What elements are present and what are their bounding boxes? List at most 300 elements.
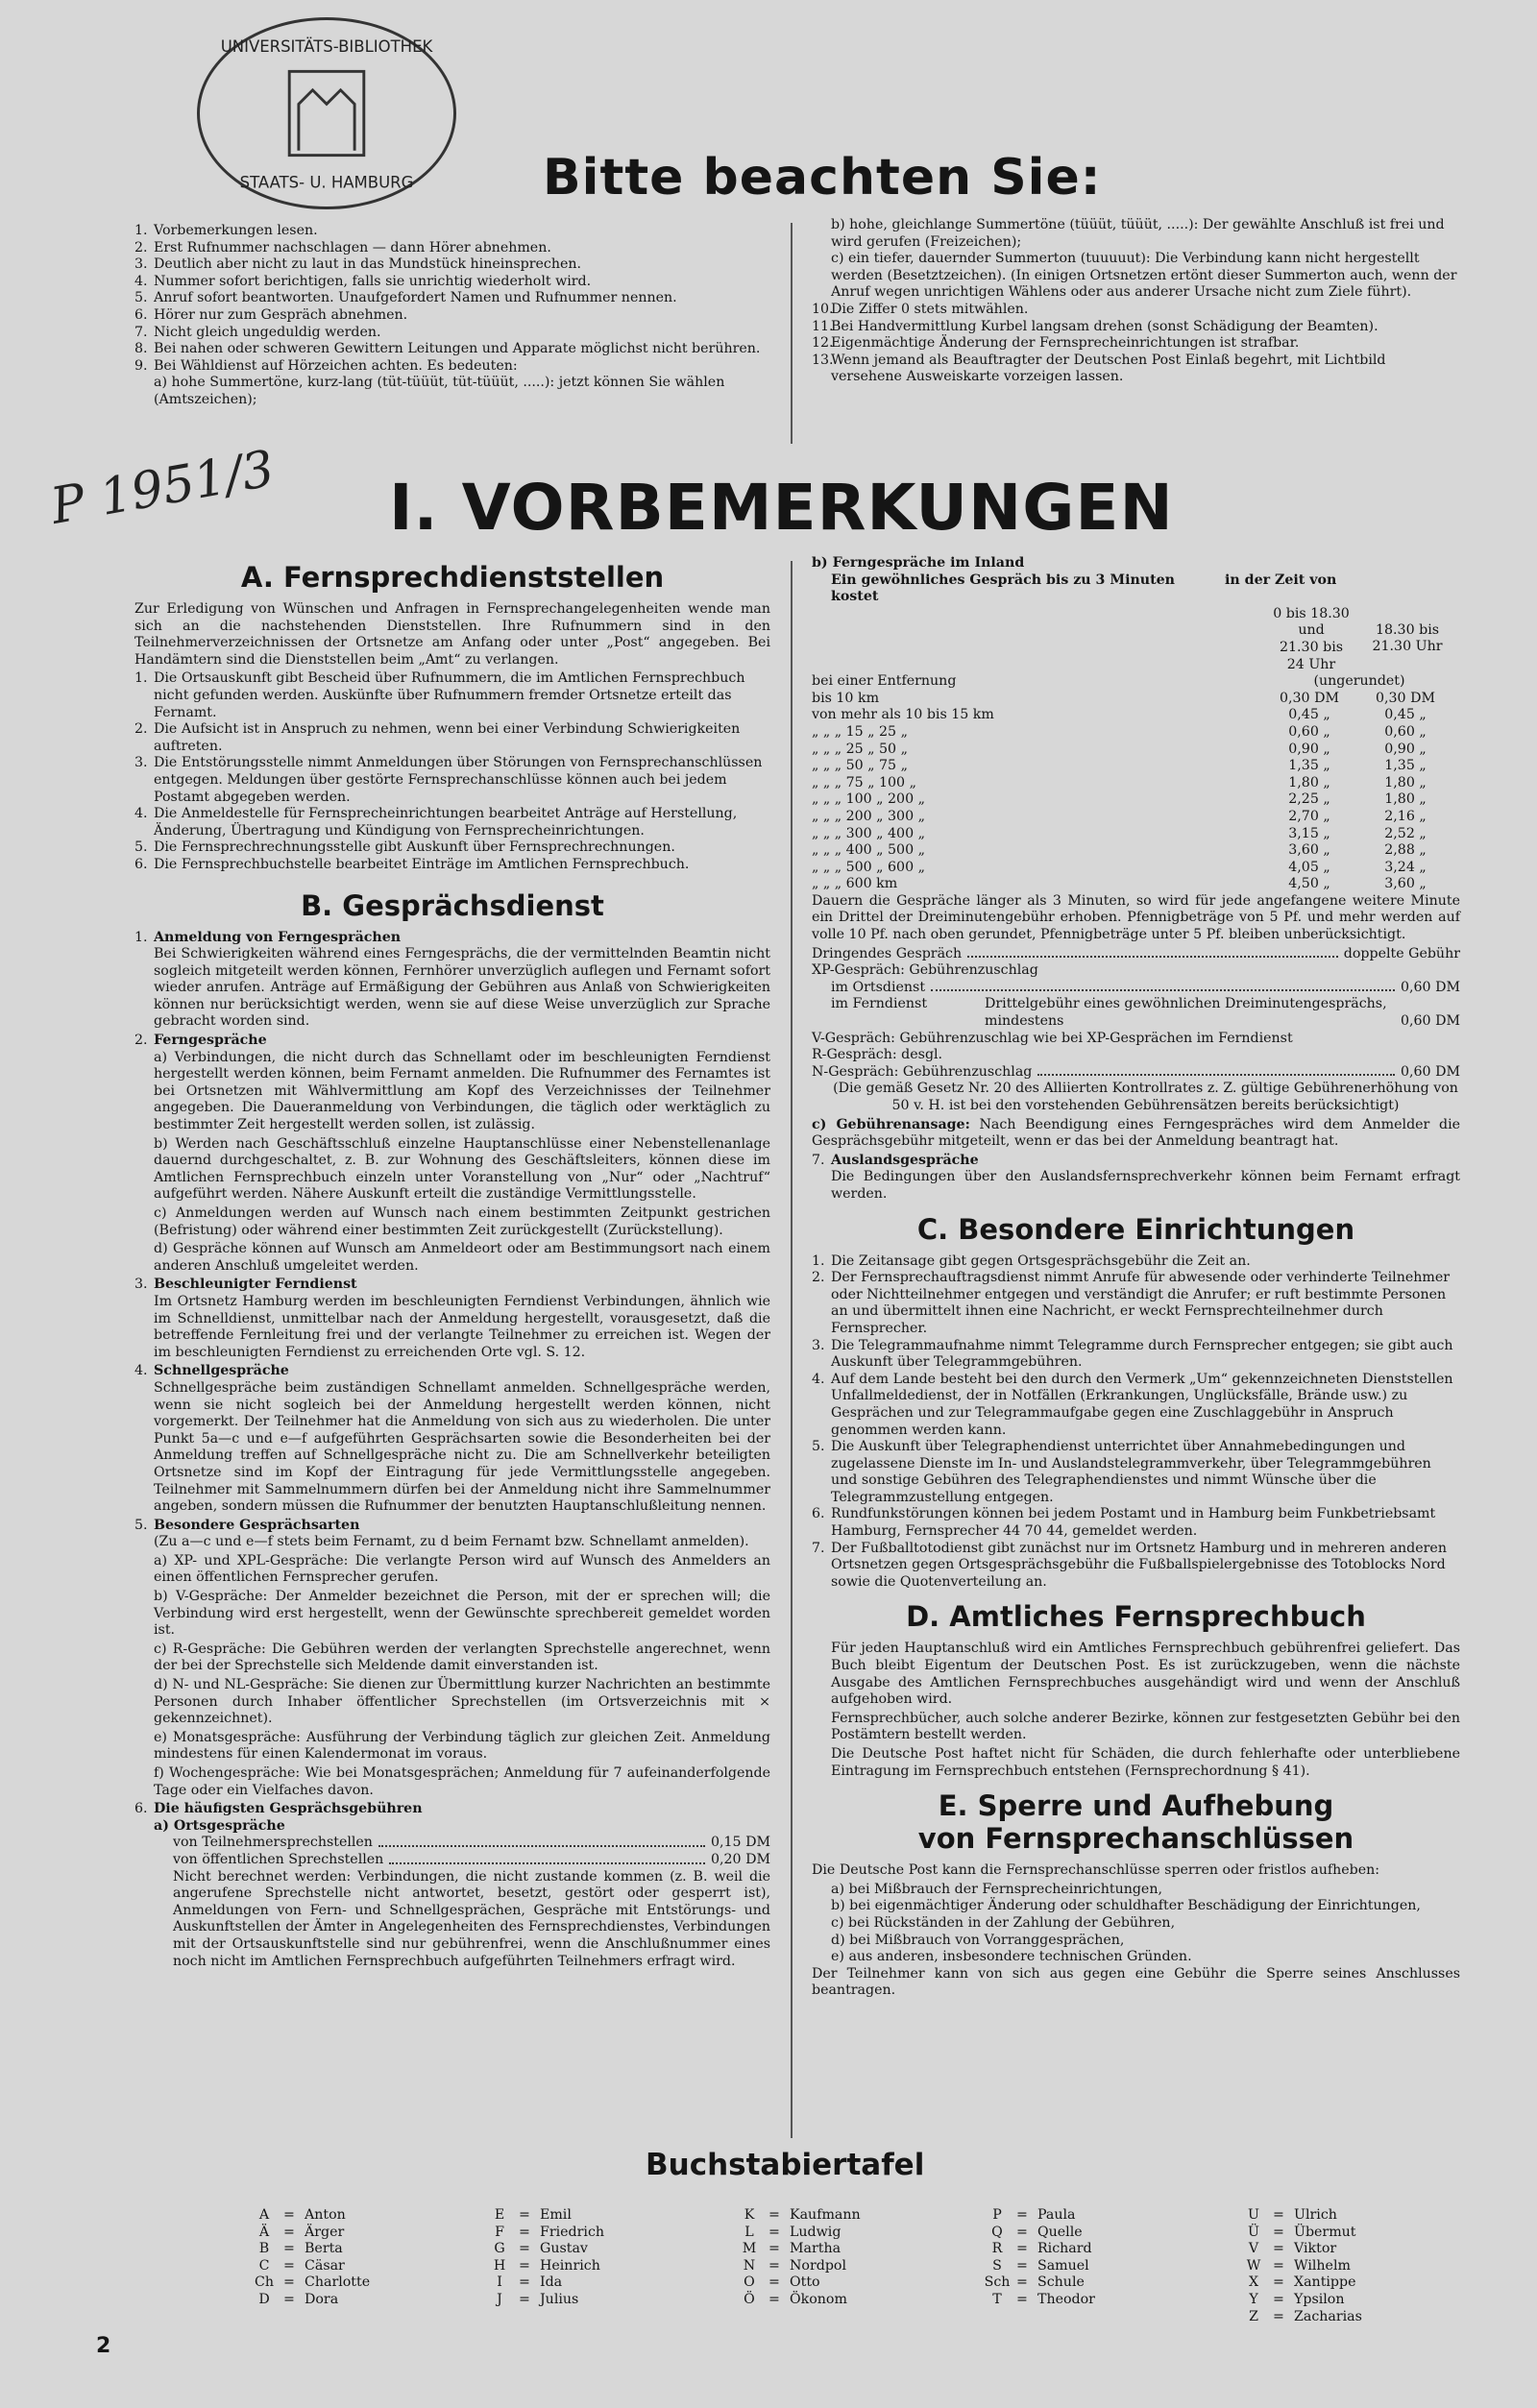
fee-table <box>812 691 1455 893</box>
spelling-word: Übermut <box>1294 2224 1356 2240</box>
item-number: 6. <box>134 306 148 323</box>
alphabet-row <box>730 2258 861 2275</box>
equals-sign: = <box>519 2207 530 2223</box>
paragraph: e) aus anderen, insbesondere technischen Gründen. <box>831 1949 1192 1965</box>
item-text: c) ein tiefer, dauernder Summerton (tuuuuut): Die Verbindung kann nicht hergestellt werden (Besetztzeichen). (In einigen Ortsnetzen ertönt dieser Summerton auch, wenn der Anruf wegen unrichtigen Wählens oder aus anderer Ursache nicht zum Ziele führt). <box>831 251 1457 301</box>
item-number: 1. <box>134 223 148 238</box>
item-text: Eigenmächtige Änderung der Fernsprecheinrichtungen ist strafbar. <box>831 335 1300 352</box>
list-item <box>812 1338 1460 1372</box>
list-item <box>134 670 770 721</box>
alphabet-row <box>480 2225 604 2242</box>
equals-sign: = <box>283 2257 295 2274</box>
alphabet-row <box>480 2258 604 2275</box>
section-d-paras <box>812 1641 1460 1780</box>
spelling-word: Ypsilon <box>1294 2291 1345 2307</box>
list-item <box>134 325 770 342</box>
distance: „ „ „ 15 „ 25 „ <box>812 723 908 740</box>
alphabet-row <box>978 2292 1095 2309</box>
b5-intro: (Zu a—c und e—f stets beim Fernamt, zu d beim Fernamt bzw. Schnellamt anmelden). <box>154 1534 749 1550</box>
equals-sign: = <box>1273 2291 1284 2307</box>
distance: „ „ „ 300 „ 400 „ <box>812 825 925 841</box>
v-text: V-Gespräch: Gebührenzuschlag wie bei XP-Gesprächen im Ferndienst <box>812 1030 1293 1046</box>
fee-day: 0,60 „ <box>1288 723 1330 740</box>
letter: D <box>258 2291 270 2307</box>
xp-fern-text: Drittelgebühr eines gewöhnlichen Dreiminutengesprächs, mindestens <box>985 996 1387 1030</box>
item-number: 10. <box>812 301 834 317</box>
fee-day: 3,60 „ <box>1288 842 1330 859</box>
distance: „ „ „ 100 „ 200 „ <box>812 791 925 808</box>
item-text: Hörer nur zum Gespräch abnehmen. <box>154 306 408 323</box>
b4-text: Schnellgespräche beim zuständigen Schnellamt anmelden. Schnellgespräche werden, wenn sie nicht sogleich bei der Anmeldung hergestellt werden können, nicht vorgemerkt. Der Teilnehmer hat die Anmeldung von sich aus zu wiederholen. Die unter Punkt 5a—c und e—f aufgeführten Gesprächsarten sowie die Besonderheiten bei der Anmeldung treffen auf Schnellgespräche nicht zu. Die am Schnellverkehr beteiligten Ortsnetze sind im Kopf der Eintragung für jede Vermittlungsstelle angegeben. Teilnehmer mit Sammelnummern dürfen bei der Anmeldung nicht ihre Sammelnummer angeben, sondern müssen die Rufnummer der benutzten Hauptanschlußleitung nennen. <box>154 1379 770 1515</box>
alphabet-column <box>1234 2207 1362 2325</box>
spelling-word: Ärger <box>305 2224 345 2240</box>
item-text: b) hohe, gleichlange Summertöne (tüüüt, tüüüt, .....): Der gewählte Anschluß ist frei und wird gerufen (Freizeichen); <box>831 217 1445 250</box>
item-number: 4. <box>812 1371 825 1387</box>
paragraph: d) Gespräche können auf Wunsch am Anmeldeort oder am Bestimmungsort nach einem anderen Anschluß umgeleitet werden. <box>154 1241 770 1274</box>
paragraph: Die Deutsche Post haftet nicht für Schäden, die durch fehlerhafte oder unterbliebene Eintragung im Fernsprechbuch entstehen (Fernsprechordnung § 41). <box>831 1746 1460 1779</box>
item-number: 7. <box>812 1540 825 1556</box>
list-item <box>812 1439 1460 1506</box>
paragraph: c) bei Rückständen in der Zahlung der Gebühren, <box>831 1914 1176 1931</box>
fee-table-row <box>812 742 1455 759</box>
spelling-word: Kaufmann <box>790 2207 861 2223</box>
divider-top <box>791 223 793 444</box>
spelling-word: Paula <box>1037 2207 1076 2223</box>
item-text: Bei Wähldienst auf Hörzeichen achten. Es bedeuten: <box>154 357 518 374</box>
paragraph: e) Monatsgespräche: Ausführung der Verbindung täglich zur gleichen Zeit. Anmeldung mindestens für einen Kalendermonat im voraus. <box>154 1729 770 1763</box>
distance: „ „ „ 500 „ 600 „ <box>812 859 925 875</box>
alphabet-row <box>245 2241 370 2258</box>
col1-c: 21.30 bis <box>1279 639 1344 655</box>
r-text: R-Gespräch: desgl. <box>812 1047 943 1063</box>
letter: H <box>493 2257 506 2274</box>
equals-sign: = <box>1016 2291 1028 2307</box>
alphabet-row <box>245 2225 370 2242</box>
xp-ort-row <box>812 980 1460 997</box>
fee-day: 1,35 „ <box>1288 758 1330 774</box>
item-number: 6. <box>812 1506 825 1522</box>
list-item <box>134 755 770 806</box>
letter: E <box>494 2207 505 2223</box>
fee-evening: 1,80 „ <box>1384 774 1427 791</box>
fee-evening: 2,52 „ <box>1384 825 1427 841</box>
alphabet-row <box>730 2292 861 2309</box>
item-number: 4. <box>134 273 148 289</box>
letter: Y <box>1249 2291 1258 2307</box>
b2-head: Ferngespräche <box>154 1033 267 1049</box>
list-item <box>134 857 770 874</box>
c-head: c) Gebührenansage: <box>812 1116 970 1132</box>
dist-label: bei einer Entfernung <box>812 673 957 690</box>
xp-ort-label: im Ortsdienst <box>831 979 926 995</box>
spelling-word: Schule <box>1037 2274 1085 2291</box>
spelling-word: Nordpol <box>790 2257 846 2274</box>
spelling-word: Wilhelm <box>1294 2257 1351 2274</box>
equals-sign: = <box>519 2224 530 2240</box>
list-item <box>134 806 770 839</box>
alphabet-row <box>730 2225 861 2242</box>
equals-sign: = <box>1273 2308 1284 2324</box>
alphabet-row <box>245 2207 370 2225</box>
item-number: 2. <box>812 1270 825 1286</box>
letter: O <box>744 2274 755 2291</box>
equals-sign: = <box>283 2241 295 2257</box>
item-number <box>134 375 154 408</box>
letter: Z <box>1249 2308 1258 2324</box>
alphabet-row <box>1234 2274 1362 2292</box>
letter: Ü <box>1248 2224 1259 2240</box>
list-item <box>812 319 1460 336</box>
item-number: 5. <box>812 1439 825 1455</box>
item-text: Die Auskunft über Telegraphendienst unterrichtet über Annahmebedingungen und zugelassene Dienste im In- und Auslandstelegrammverkehr, über Telegrammgebühren und sonstige Gebühren des Telegraphendienstes und nimmt Wünsche über die Telegrammzustellung entgegen. <box>831 1439 1431 1505</box>
item-number: 2. <box>134 239 148 255</box>
list-item <box>812 1541 1460 1592</box>
item-number: 5. <box>134 290 148 306</box>
letter: R <box>991 2241 1003 2257</box>
item-text: Die Zeitansage gibt gegen Ortsgesprächsgebühr die Zeit an. <box>831 1253 1251 1269</box>
paragraph: a) bei Mißbrauch der Fernsprecheinrichtungen, <box>831 1881 1162 1897</box>
fee-evening: 0,30 DM <box>1375 690 1435 706</box>
n-row <box>812 1064 1460 1082</box>
ausl-head: Auslandsgespräche <box>831 1152 979 1168</box>
item-text: Auf dem Lande besteht bei den durch den Vermerk „Um“ gekennzeichneten Dienststellen Unfallmeldedienst, der in Notfällen (Erkrankungen, Unglücksfälle, Brände usw.) zu Gesprächen und zur Telegrammaufgabe gegen eine Zuschlaggebühr in Anspruch genommen werden kann. <box>831 1371 1453 1438</box>
fee-table-row <box>812 842 1455 860</box>
item-text: Bei nahen oder schweren Gewittern Leitungen und Apparate möglichst nicht berühren. <box>154 341 761 357</box>
xp-label: XP-Gespräch: Gebührenzuschlag <box>812 962 1038 979</box>
col2-b: 21.30 Uhr <box>1372 639 1443 655</box>
notes-right <box>812 217 1460 386</box>
alphabet-row <box>978 2258 1095 2275</box>
section-e-title2: von Fernsprechanschlüssen <box>917 1822 1354 1856</box>
spelling-word: Heinrich <box>540 2257 600 2274</box>
section-a-intro: Zur Erledigung von Wünschen und Anfragen in Fernsprechangelegenheiten wende man sich an die nachstehenden Dienststellen. Ihre Rufnummern sind in den Teilnehmerverzeichnissen der Ortsnetze am Anfang oder unter „Post“ angegeben. Bei Handämtern sind die Dienststellen beim „Amt“ zu verlangen. <box>134 601 770 668</box>
equals-sign: = <box>1273 2257 1284 2274</box>
spelling-word: Viktor <box>1294 2241 1337 2257</box>
b4-head: Schnellgespräche <box>154 1363 289 1379</box>
stamp-inner-text: STAATS- U. HAMBURG <box>239 173 414 192</box>
fee-evening: 3,60 „ <box>1384 876 1427 892</box>
distance: „ „ „ 25 „ 50 „ <box>812 741 908 757</box>
fees-head: b) Ferngespräche im Inland <box>812 555 1025 571</box>
letter: M <box>742 2241 757 2257</box>
b3-head: Beschleunigter Ferndienst <box>154 1277 357 1293</box>
alphabet-row <box>978 2241 1095 2258</box>
list-item <box>134 307 770 325</box>
equals-sign: = <box>768 2224 780 2240</box>
fee-evening: 2,88 „ <box>1384 842 1427 859</box>
b1-text: Bei Schwierigkeiten während eines Ferngesprächs, die der vermittelnden Beamtin nicht sogleich mitgeteilt werden können, Fernhörer unverzüglich auflegen und Fernamt sofort wieder anrufen. Anträge auf Ermäßigung der Gebühren aus Anlaß von Schwierigkeiten können nur berücksichtigt werden, wenn sie auf diese Weise unverzüglich zur Sprache gebracht worden sind. <box>154 946 770 1030</box>
item-text: Die Telegrammaufnahme nimmt Telegramme durch Fernsprecher entgegen; sie gibt auch Auskunft über Telegrammgebühren. <box>831 1337 1453 1371</box>
section-e-outro: Der Teilnehmer kann von sich aus gegen eine Gebühr die Sperre seines Anschlusses beantragen. <box>812 1965 1460 1999</box>
equals-sign: = <box>283 2274 295 2291</box>
letter: K <box>744 2207 755 2223</box>
equals-sign: = <box>768 2257 780 2274</box>
letter: T <box>992 2291 1002 2307</box>
item-text: Bei Handvermittlung Kurbel langsam drehen (sonst Schädigung der Beamten). <box>831 318 1378 334</box>
item-number: 1. <box>134 670 148 687</box>
list-item <box>134 375 770 408</box>
letter: F <box>495 2224 504 2240</box>
n-val: 0,60 DM <box>1400 1063 1460 1080</box>
alphabet-row <box>480 2207 604 2225</box>
item-text: Nicht gleich ungeduldig werden. <box>154 324 381 340</box>
item-number: 6. <box>134 856 148 872</box>
col2-a: 18.30 bis <box>1375 621 1440 638</box>
letter: P <box>992 2207 1002 2223</box>
list-item <box>812 1506 1460 1540</box>
section-c-title: C. Besondere Einrichtungen <box>916 1212 1355 1246</box>
list-item <box>134 274 770 291</box>
rounded-label: (ungerundet) <box>1313 673 1405 690</box>
letter: Ö <box>744 2291 755 2307</box>
xp-fern-val: 0,60 DM <box>1400 1013 1460 1030</box>
ausl: 7. Auslandsgespräche Die Bedingungen über den Auslandsfernsprechverkehr können beim Fernamt erfragt werden. <box>812 1152 1460 1202</box>
spelling-word: Samuel <box>1037 2257 1089 2274</box>
item-text: Die Aufsicht ist in Anspruch zu nehmen, wenn bei einer Verbindung Schwierigkeiten auftreten. <box>154 721 741 754</box>
item-number: 5. <box>134 839 148 856</box>
stamp-arc-text: UNIVERSITÄTS-BIBLIOTHEK <box>220 36 433 56</box>
equals-sign: = <box>768 2274 780 2291</box>
n-label: N-Gespräch: Gebührenzuschlag <box>812 1063 1033 1080</box>
list-item <box>812 1372 1460 1439</box>
equals-sign: = <box>283 2291 295 2307</box>
spelling-word: Cäsar <box>305 2257 345 2274</box>
fee-evening: 2,16 „ <box>1384 808 1427 824</box>
alphabet-column <box>730 2207 861 2309</box>
letter: X <box>1248 2274 1259 2291</box>
paragraph: b) V-Gespräche: Der Anmelder bezeichnet die Person, mit der er sprechen will; die Verbindung wird erst hergestellt, wenn der Gewünschte sprechbereit gemeldet worden ist. <box>154 1589 770 1639</box>
alphabet-row <box>1234 2309 1362 2326</box>
fee-day: 0,45 „ <box>1288 707 1330 723</box>
fees-after: Dauern die Gespräche länger als 3 Minuten, so wird für jede angefangene weitere Minute ein Drittel der Dreiminutengebühr erhoben. Pfennigbeträge von 5 Pf. und mehr werden auf volle 10 Pf. nach oben gerundet, Pfennigbeträge unter 5 Pf. bleiben unberücksichtigt. <box>812 892 1460 943</box>
letter: Q <box>991 2224 1003 2240</box>
alphabet-row <box>245 2274 370 2292</box>
alphabet-row <box>1234 2258 1362 2275</box>
paragraph: a) Verbindungen, die nicht durch das Schnellamt oder im beschleunigten Ferndienst hergestellt werden können, beim Fernamt anmelden. Die Rufnummer des Fernamtes ist bei Ortsnetzen mit Wählvermittlung am Kopf des Verzeichnisses der Teilnehmer angegeben. Die Daueranmeldung von Verbindungen, die täglich oder werktäglich zu bestimmter Zeit hergestellt werden sollen, ist zulässig. <box>154 1049 770 1133</box>
item-number: 11. <box>812 318 834 334</box>
alphabet-column <box>245 2207 370 2309</box>
fee-day: 3,15 „ <box>1288 825 1330 841</box>
spelling-word: Friedrich <box>540 2224 605 2240</box>
equals-sign: = <box>1273 2224 1284 2240</box>
item-text: Die Entstörungsstelle nimmt Anmeldungen über Störungen von Fernsprechanschlüssen entgegen. Meldungen über gestörte Fernsprechanschlüsse können auch bei jedem Postamt abgegeben werden. <box>154 755 763 805</box>
spelling-word: Anton <box>305 2207 346 2223</box>
item-number: 1. <box>812 1253 825 1269</box>
alphabet-row <box>730 2274 861 2292</box>
paragraph: a) XP- und XPL-Gespräche: Die verlangte Person wird auf Wunsch des Anmelders an einen öffentlichen Fernsprecher gerufen. <box>154 1552 770 1586</box>
paragraph: f) Wochengespräche: Wie bei Monatsgesprächen; Anmeldung für 7 aufeinanderfolgende Tage oder ein Vielfaches davon. <box>154 1765 770 1798</box>
fee-evening: 0,90 „ <box>1384 741 1427 757</box>
dring-row <box>812 946 1460 963</box>
fee-day: 2,70 „ <box>1288 808 1330 824</box>
item-number: 7. <box>134 324 148 340</box>
b6-head: Die häufigsten Gesprächsgebühren <box>154 1801 423 1817</box>
equals-sign: = <box>519 2257 530 2274</box>
item-text: Die Anmeldestelle für Fernsprecheinrichtungen bearbeitet Anträge auf Herstellung, Änderung, Übertragung und Kündigung von Fernsprecheinrichtungen. <box>154 806 738 839</box>
fee-table-row <box>812 691 1455 708</box>
xp-fern-row <box>812 996 1460 1030</box>
spelling-word: Gustav <box>540 2241 588 2257</box>
list-item <box>812 251 1460 302</box>
col1-a: 0 bis 18.30 <box>1273 605 1350 621</box>
list-item <box>134 256 770 274</box>
b6: 6. Die häufigsten Gesprächsgebühren a) Ortsgespräche von Teilnehmersprechstellen 0,15 DM von öffentlichen Sprechstellen 0,20 DM Nicht berechnet werden: Verbindungen, die nicht zustande kommen (z. B. weil die angerufene Sprechstelle nicht antwortet, besetzt, gestört oder gesperrt ist), Anmeldungen von Fern- und Schnellgesprächen, Gespräche mit Entstörungs- und Auskunftstellen der Ämter in Angelegenheiten des Fernsprechdienstes, Verbindungen mit der Ortsauskunftstelle sind nur gebührenfrei, wenn die Anschlußnummer eines noch nicht im Amtlichen Fernsprechbuch aufgeführten Teilnehmers erfragt wird. <box>134 1801 770 1969</box>
handwritten-note: P 1951/3 <box>46 440 279 536</box>
spelling-word: Berta <box>305 2241 343 2257</box>
equals-sign: = <box>519 2274 530 2291</box>
distance: von mehr als 10 bis 15 km <box>812 707 994 723</box>
alphabet-row <box>1234 2292 1362 2309</box>
list-item <box>812 302 1460 319</box>
item-text: Der Fernsprechauftragsdienst nimmt Anrufe für abwesende oder verhinderte Teilnehmer oder Nichtteilnehmer entgegen und verständigt die Anrufer; er ruft bestimmte Personen an und übermittelt ihnen eine Nachricht, er weckt Fernsprechteilnehmer durch Fernsprecher. <box>831 1270 1450 1336</box>
letter: Ch <box>255 2274 274 2291</box>
gesetz-text: (Die gemäß Gesetz Nr. 20 des Alliierten Kontrollrates z. Z. gültige Gebührenerhöhung von 50 v. H. ist bei den vorstehenden Gebührensätzen bereits berücksichtigt) <box>833 1081 1458 1113</box>
item-number: 9. <box>134 357 148 374</box>
page-number: 2 <box>96 2334 111 2358</box>
item-text: Die Ortsauskunft gibt Bescheid über Rufnummern, die im Amtlichen Fernsprechbuch nicht gefunden werden. Auskünfte über Rufnummern fremder Ortsnetze erteilt das Fernamt. <box>154 670 745 720</box>
letter: Sch <box>984 2274 1011 2291</box>
b5-head: Besondere Gesprächsarten <box>154 1517 360 1533</box>
fee-value: 0,20 DM <box>710 1851 770 1867</box>
b1-head: Anmeldung von Ferngesprächen <box>154 929 402 945</box>
equals-sign: = <box>1016 2274 1028 2291</box>
notes-left <box>134 223 770 409</box>
list-item <box>134 240 770 257</box>
item-text: Der Fußballtotodienst gibt zunächst nur im Ortsnetz Hamburg und in mehreren anderen Ortsnetzen gegen Ortsgesprächsgebühr die Fußballspielergebnisse des Totoblocks Nord sowie die Quotenverteilung an. <box>831 1540 1447 1590</box>
ausl-text: Die Bedingungen über den Auslandsfernsprechverkehr können beim Fernamt erfragt werden. <box>831 1169 1460 1202</box>
item-number: 4. <box>134 806 148 822</box>
letter: B <box>258 2241 270 2257</box>
paragraph: c) Anmeldungen werden auf Wunsch nach einem bestimmten Zeitpunkt gestrichen (Befristung) oder während einer bestimmten Zeit zurückgestellt (Zurückstellung). <box>154 1205 770 1238</box>
fee-day: 0,30 DM <box>1279 690 1339 706</box>
letter: U <box>1248 2207 1259 2223</box>
list-item <box>134 223 770 240</box>
spelling-word: Ludwig <box>790 2224 842 2240</box>
item-number: 2. <box>134 721 148 738</box>
alphabet-title: Buchstabiertafel <box>646 2148 925 2182</box>
equals-sign: = <box>519 2291 530 2307</box>
b6a-text: Nicht berechnet werden: Verbindungen, die nicht zustande kommen (z. B. weil die angerufene Sprechstelle nicht antwortet, besetzt, gestört oder gesperrt ist), Anmeldungen von Fern- und Schnellgesprächen, Gespräche mit Entstörungs- und Auskunftstellen der Ämter in Angelegenheiten des Fernsprechdienstes, Verbindungen mit der Ortsauskunftstelle sind nur gebührenfrei, wenn die Anschlußnummer eines noch nicht im Amtlichen Fernsprechbuch aufgeführten Teilnehmers erfragt wird. <box>173 1868 770 1969</box>
library-stamp <box>197 17 456 209</box>
item-text: Die Fernsprechrechnungsstelle gibt Auskunft über Fernsprechrechnungen. <box>154 839 675 856</box>
equals-sign: = <box>1016 2257 1028 2274</box>
stamp-seal-icon <box>200 20 453 207</box>
dring-label: Dringendes Gespräch <box>812 945 963 961</box>
distance: „ „ „ 400 „ 500 „ <box>812 842 925 859</box>
alphabet-row <box>730 2207 861 2225</box>
spelling-word: Quelle <box>1037 2224 1083 2240</box>
spelling-word: Martha <box>790 2241 842 2257</box>
spelling-word: Ulrich <box>1294 2207 1337 2223</box>
main-title: I. VORBEMERKUNGEN <box>389 471 1174 545</box>
section-c-list <box>812 1253 1460 1592</box>
fee-day: 4,05 „ <box>1288 859 1330 875</box>
equals-sign: = <box>283 2224 295 2240</box>
paragraph: d) bei Mißbrauch von Vorranggesprächen, <box>831 1932 1125 1948</box>
paragraph: b) bei eigenmächtiger Änderung oder schuldhafter Beschädigung der Einrichtungen, <box>831 1898 1421 1914</box>
dring-val: doppelte Gebühr <box>1343 945 1460 961</box>
notice-title: Bitte beachten Sie: <box>543 149 1102 207</box>
list-item <box>134 721 770 755</box>
distance: bis 10 km <box>812 690 880 706</box>
alphabet-row <box>480 2274 604 2292</box>
item-number <box>812 217 831 251</box>
fee-table-row <box>812 775 1455 792</box>
item-text: Erst Rufnummer nachschlagen — dann Hörer abnehmen. <box>154 239 551 255</box>
section-e-list <box>812 1882 1460 1966</box>
alphabet-row <box>245 2292 370 2309</box>
letter: A <box>258 2207 270 2223</box>
alphabet-row <box>480 2292 604 2309</box>
alphabet-row <box>978 2207 1095 2225</box>
b2: 2. Ferngespräche a) Verbindungen, die nicht durch das Schnellamt oder im beschleunigten Ferndienst hergestellt werden können, beim Fernamt anmelden. Die Rufnummer des Fernamtes ist bei Ortsnetzen mit Wählvermittlung am Kopf des Verzeichnisses der Teilnehmer angegeben. Die Daueranmeldung von Verbindungen, die täglich oder werktäglich zu bestimmter Zeit hergestellt werden sollen, ist zulässig. b) Werden nach Geschäftsschluß einzelne Hauptanschlüsse einer Nebenstellenanlage dauernd durchgeschaltet, z. B. zur Wohnung des Geschäftsleiters, können diese im Amtlichen Fernsprechbuch einzeln unter Voranstellung von „Nur“ oder „Nachtruf“ aufgeführt werden. Nähere Auskunft erteilt die zuständige Vermittlungsstelle. c) Anmeldungen werden auf Wunsch nach einem bestimmten Zeitpunkt gestrichen (Befristung) oder während einer bestimmten Zeit zurückgestellt (Zurückstellung). d) Gespräche können auf Wunsch am Anmeldeort oder am Bestimmungsort nach einem anderen Anschluß umgeleitet werden. <box>134 1033 770 1274</box>
section-e-title1: E. Sperre und Aufhebung <box>938 1789 1334 1823</box>
equals-sign: = <box>1016 2241 1028 2257</box>
right-column <box>812 555 1460 2002</box>
equals-sign: = <box>283 2207 295 2223</box>
alphabet-row <box>1234 2241 1362 2258</box>
paragraph: d) N- und NL-Gespräche: Sie dienen zur Übermittlung kurzer Nachrichten an bestimmte Personen durch Inhaber öffentlicher Sprechstellen (im Ortsverzeichnis mit × gekennzeichnet). <box>154 1677 770 1727</box>
fee-table-row <box>812 809 1455 826</box>
spelling-word: Richard <box>1037 2241 1092 2257</box>
spelling-word: Julius <box>540 2291 579 2307</box>
letter: N <box>743 2257 756 2274</box>
fee-day: 2,25 „ <box>1288 791 1330 808</box>
section-b-title: B. Gesprächsdienst <box>301 888 604 922</box>
paragraph: c) R-Gespräche: Die Gebühren werden der verlangten Sprechstelle angerechnet, wenn der bei der Sprechstelle sich Meldende damit einverstanden ist. <box>154 1641 770 1674</box>
section-e-intro: Die Deutsche Post kann die Fernsprechanschlüsse sperren oder fristlos aufheben: <box>812 1862 1380 1879</box>
alphabet-column <box>978 2207 1095 2309</box>
fee-value: 0,15 DM <box>710 1835 770 1851</box>
equals-sign: = <box>768 2207 780 2223</box>
list-item <box>134 358 770 376</box>
fee-row <box>173 1835 770 1852</box>
fees-colheads <box>812 606 1460 673</box>
spelling-word: Zacharias <box>1294 2308 1362 2324</box>
alphabet-row <box>978 2225 1095 2242</box>
item-text: Anruf sofort beantworten. Unaufgefordert Namen und Rufnummer nennen. <box>154 290 677 306</box>
list-item <box>812 1270 1460 1337</box>
letter: C <box>258 2257 270 2274</box>
fee-evening: 3,24 „ <box>1384 859 1427 875</box>
fee-table-row <box>812 724 1455 742</box>
item-text: a) hohe Summertöne, kurz-lang (tüt-tüüüt, tüt-tüüüt, .....): jetzt können Sie wählen (Amtszeichen); <box>154 375 725 407</box>
b4: 4. Schnellgespräche Schnellgespräche beim zuständigen Schnellamt anmelden. Schnellgespräche werden, wenn sie nicht sogleich bei der Anmeldung hergestellt werden können, nicht vorgemerkt. Der Teilnehmer hat die Anmeldung von sich aus zu wiederholen. Die unter Punkt 5a—c und e—f aufgeführten Gesprächsarten sowie die Besonderheiten bei der Anmeldung treffen auf Schnellgespräche nicht zu. Die am Schnellverkehr beteiligten Ortsnetze sind im Kopf der Eintragung für jede Vermittlungsstelle angegeben. Teilnehmer mit Sammelnummern dürfen bei der Anmeldung nicht ihre Sammelnummer angeben, sondern müssen die Rufnummer der benutzten Hauptanschlußleitung nennen. <box>134 1363 770 1515</box>
spelling-word: Theodor <box>1037 2291 1095 2307</box>
spelling-word: Ökonom <box>790 2291 847 2307</box>
equals-sign: = <box>1273 2274 1284 2291</box>
fee-label: von Teilnehmersprechstellen <box>173 1835 373 1851</box>
fee-evening: 1,80 „ <box>1384 791 1427 808</box>
list-item <box>134 839 770 857</box>
item-number: 13. <box>812 352 834 368</box>
fees-subrow <box>812 572 1460 606</box>
list-item <box>812 353 1460 386</box>
spelling-word: Otto <box>790 2274 820 2291</box>
b6a-head: a) Ortsgespräche <box>154 1817 285 1834</box>
divider-main <box>791 561 793 2138</box>
item-text: Nummer sofort berichtigen, falls sie unrichtig wiederholt wird. <box>154 273 592 289</box>
fee-table-row <box>812 758 1455 775</box>
b3-text: Im Ortsnetz Hamburg werden im beschleunigten Ferndienst Verbindungen, ähnlich wie im Schnelldienst, unmittelbar nach der Anmeldung hergestellt, vorausgesetzt, daß die betreffende Fernleitung frei und der verlangte Teilnehmer zu erreichen ist. Wegen der im beschleunigten Ferndienst zu erreichenden Orte vgl. S. 12. <box>154 1293 770 1360</box>
equals-sign: = <box>1273 2241 1284 2257</box>
alphabet-row <box>245 2258 370 2275</box>
fee-table-row <box>812 860 1455 877</box>
paragraph: Fernsprechbücher, auch solche anderer Bezirke, können zur festgesetzten Gebühr bei den Postämtern bestellt werden. <box>831 1710 1460 1743</box>
fee-day: 1,80 „ <box>1288 774 1330 791</box>
distance: „ „ „ 50 „ 75 „ <box>812 758 908 774</box>
letter: S <box>992 2257 1002 2274</box>
